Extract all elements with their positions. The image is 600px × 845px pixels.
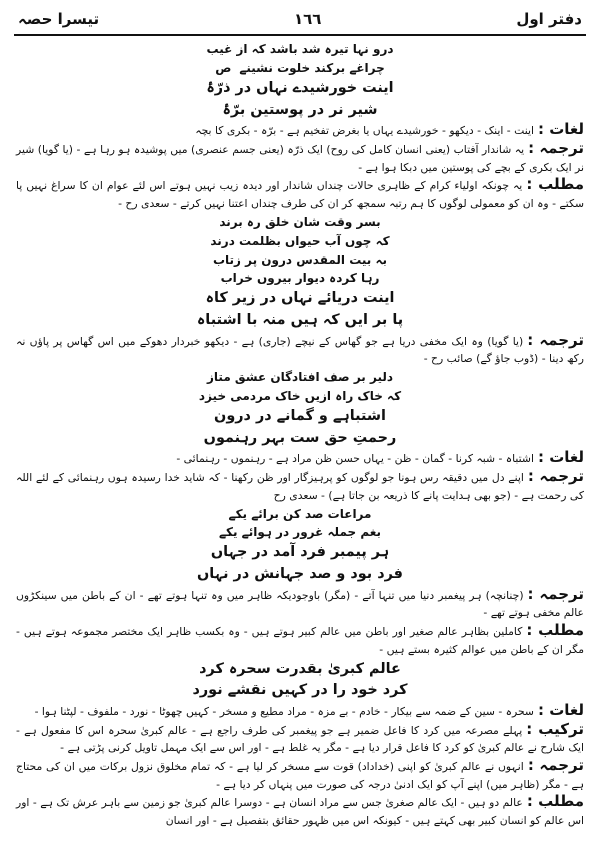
- section-label: ترجمہ :: [527, 756, 584, 775]
- verse-text: بسر وقت شان خلق رہ برند: [219, 214, 381, 229]
- section-label: ترجمہ :: [527, 467, 584, 486]
- commentary-paragraph: [16, 721, 584, 757]
- commentary-paragraph: [16, 121, 584, 140]
- verse-line: [16, 387, 584, 406]
- verse-line: [16, 40, 584, 59]
- commentary-paragraph: [16, 332, 584, 368]
- section-label: ترجمہ :: [527, 330, 584, 349]
- paragraph-text: اینت - اینک - دیکھو - خورشیدے یہاں یا بغرض تفخیم ہے - برّہ - بکری کا بچہ: [195, 124, 534, 138]
- verse-line: [16, 542, 584, 564]
- verse-text: رہا کردہ دیوار بیروں خراب: [220, 271, 380, 286]
- page-number: ١٦٦: [293, 10, 322, 28]
- section-label: مطلب :: [526, 175, 585, 194]
- verse-text: مراعات صد کن برائے یکے: [228, 506, 372, 521]
- verse-line: [16, 251, 584, 270]
- verse-text: بغم جملہ غرور در ہوائے یکے: [218, 525, 382, 540]
- commentary-paragraph: [16, 757, 584, 793]
- section-label: لغات :: [537, 448, 584, 467]
- commentary-paragraph: [16, 468, 584, 504]
- verse-text: ہر پیمبر فرد آمد در جہاں: [210, 544, 390, 561]
- paragraph-text: کاملین بظاہر عالم صغیر اور باطن میں عالم کبیر ہوتے ہیں - وہ بکسب ظاہر ایک مختصر مجموعہ ہوتے ہیں - مگر ان کے باطن میں عوالم کثیرہ بستے ہیں -: [16, 625, 584, 656]
- verse-line: [16, 100, 584, 122]
- verse-text: کہ چوں آب حیواں بظلمت درند: [210, 233, 390, 248]
- verse-line: [16, 78, 584, 100]
- verse-marker: ص: [215, 60, 232, 75]
- paragraph-text: اپنے دل میں دقیقہ رس ہونا جو لوگوں کو پرہیزگار اور ظن رکھنا - کہ شاید خدا رسیدہ ہوں رہنمائی کے لئے اللہ کی رحمت ہے - (جو بھی ہدایت پانے کا ذریعہ بن جاتا ہے) - سعدی رح: [16, 471, 584, 502]
- verse-text: عالم کبریٰ بقدرت سحرہ کرد: [199, 660, 401, 677]
- page-header: [18, 6, 582, 32]
- paragraph-text: عالم دو ہیں - ایک عالم صغریٰ جس سے مراد انسان ہے - دوسرا عالم کبریٰ جو زمین سے باہر عرش تک ہے - اور اس عالم کو انسان کبیر بھی کہتے ہیں - کیونکہ اس میں ظہور حقائق بتفصیل ہے - اور انسان: [16, 796, 584, 828]
- verse-text: شیر نر در پوستین برّۂ: [222, 101, 378, 118]
- verse-line: [16, 406, 584, 428]
- section-label: لغات :: [537, 120, 584, 139]
- page-body: [16, 40, 584, 837]
- verse-text: فرد بود و صد جہانش در نہاں: [197, 566, 403, 583]
- verse-text: بہ بیت المقدس درون پر زتاب: [212, 252, 388, 267]
- verse-line: [16, 59, 584, 78]
- verse-line: [16, 505, 584, 524]
- verse-line: [16, 269, 584, 288]
- verse-line: [16, 564, 584, 586]
- verse-text: اشتباہے و گمانے در درون: [214, 407, 386, 424]
- commentary-paragraph: [16, 176, 584, 212]
- verse-text: درو نہا تیرہ شد باشد کہ از غیب: [206, 42, 394, 56]
- verse-text: اینت خورشیدے نہاں در ذرّۂ: [206, 79, 394, 96]
- paragraph-text: پہلے مصرعہ میں کرد کا فاعل ضمیر ہے جو پیغمبر کی طرف راجع ہے - عالم کبریٰ سحرہ اس کا مفعول ہے - ایک شارح نے عالم کبریٰ کو کرد کا فاعل قرار دیا ہے - مگر یہ غلط ہے - اور اس سے ایک مہمل تاویل کرنی پڑتی ہے -: [16, 723, 584, 755]
- verse-line: [16, 213, 584, 232]
- verse-line: [16, 523, 584, 542]
- verse-line: [16, 310, 584, 332]
- verse-text: اینت دریائے نہاں در زیر کاہ: [205, 290, 395, 307]
- section-label: ترجمہ :: [528, 138, 585, 157]
- paragraph-text: (یا گویا) وہ ایک مخفی دریا ہے جو گھاس کے نیچے (جاری) ہے - دیکھو خبردار دھوکے میں اس گھاس پر پاؤں نہ رکھ دینا - (ڈوب جاؤ گے) صائب رح -: [16, 334, 584, 366]
- part-title: تیسرا حصہ: [18, 10, 100, 28]
- section-label: لغات :: [537, 700, 584, 719]
- commentary-paragraph: [16, 702, 584, 721]
- paragraph-text: یہ چونکہ اولیاء کرام کے ظاہری حالات چنداں شاندار اور دیدہ زیب نہیں ہوتے اس لئے عوام ان کا سراغ نہیں پا سکتے - وہ ان کو معمولی لوگوں کا ہم رتبہ سمجھ کر ان کی طرف چنداں اعتنا نہیں کرتے - سعدی رح -: [16, 179, 584, 211]
- verse-text: رحمتِ حق ست بہر رہنموں: [203, 429, 397, 446]
- verse-line: [16, 659, 584, 681]
- commentary-paragraph: [16, 140, 584, 176]
- section-label: مطلب :: [526, 621, 585, 640]
- verse-text: چراغے برکند خلوت نشینے: [239, 60, 385, 75]
- section-label: مطلب :: [526, 792, 584, 811]
- verse-text: کہ خاک راہ ازیں خاک مردمی خیزد: [198, 389, 402, 404]
- commentary-paragraph: [16, 586, 584, 622]
- section-label: ترجمہ :: [527, 584, 585, 603]
- verse-text: پا بر ایں کہ ہیں منہ با اشتباہ: [196, 312, 404, 329]
- verse-line: [16, 288, 584, 310]
- verse-line: [16, 232, 584, 251]
- section-label: ترکیب :: [526, 719, 584, 738]
- verse-line: [16, 368, 584, 387]
- verse-line: [16, 428, 584, 450]
- volume-title: دفتر اول: [516, 10, 582, 28]
- paragraph-text: یہ شاندار آفتاب (یعنی انسان کامل کی روح) ایک ذرّہ (یعنی جسم عنصری) میں پوشیدہ ہو رہا ہے - (یا گویا) شیر نر ایک بکری کے بچے کی پوستین میں دبکا ہوا ہے -: [16, 142, 584, 174]
- verse-text: دلیر بر صف افتادگان عشق متاز: [207, 370, 393, 385]
- verse-text: کرد خود را در کہیں نقشے نورد: [192, 682, 408, 699]
- header-divider: [14, 34, 586, 36]
- commentary-paragraph: [16, 793, 584, 829]
- commentary-paragraph: [16, 449, 584, 468]
- paragraph-text: اشتباہ - شبہ کرنا - گمان - ظن - یہاں حسن ظن مراد ہے - رہنموں - رہنمائی -: [176, 452, 534, 466]
- paragraph-text: انہوں نے عالم کبریٰ کو اپنی (خداداد) قوت سے مسخر کر لیا ہے - کہ تمام مخلوق نزول برکات میں ان کی محتاج ہے - مگر (ظاہر میں) اپنے آپ کو ایک ادنیٰ درجہ کی صورت میں پنہاں کر دیا ہے -: [16, 760, 584, 791]
- commentary-paragraph: [16, 622, 584, 658]
- paragraph-text: (چنانچہ) ہر پیغمبر دنیا میں تنہا آتے - (مگر) باوجودیکہ ظاہر میں وہ تنہا ہوتے تھے - ان کے باطن میں سینکڑوں عالم مخفی ہوتے تھے -: [16, 588, 584, 620]
- verse-line: [16, 680, 584, 702]
- paragraph-text: سحرہ - سین کے ضمہ سے بیکار - خادم - بے مزہ - مراد مطیع و مسخر - کہیں چھوٹا - نورد - ملفوف - لپٹنا ہوا -: [34, 704, 534, 718]
